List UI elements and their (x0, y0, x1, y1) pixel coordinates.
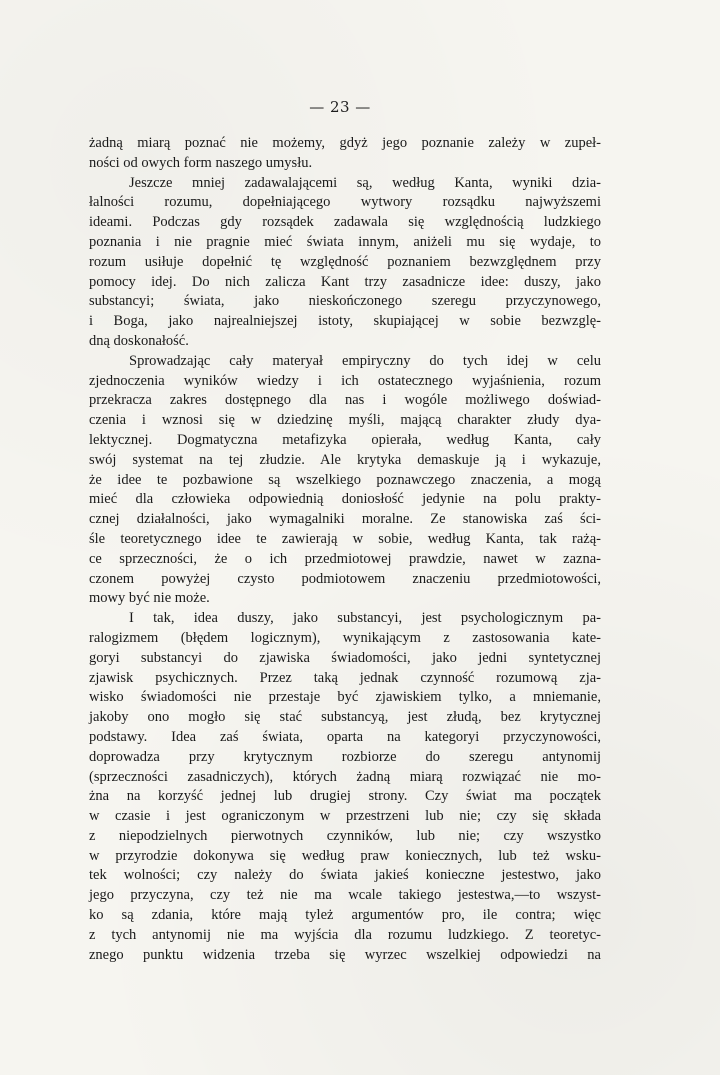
text-line: jakoby ono mogło się stać substancyą, jest złudą, bez krytycznej (89, 709, 601, 726)
text-line: czenia i wznosi się w dziedzinę myśli, mającą charakter złudy dya- (89, 412, 601, 429)
text-line: z tych antynomij nie ma wyjścia dla rozumu ludzkiego. Z teoretyc- (89, 926, 601, 943)
text-line: lektycznej. Dogmatyczna metafizyka opierała, według Kanta, cały (89, 431, 601, 448)
text-line: dną doskonałość. (89, 332, 189, 349)
text-line: żadną miarą poznać nie możemy, gdyż jego poznanie zależy w zupeł- (89, 135, 601, 151)
text-line: (sprzeczności zasadniczych), których żadną miarą rozwiązać nie mo- (89, 768, 601, 785)
text-line: w przyrodzie dokonywa się według praw koniecznych, lub też wsku- (89, 847, 601, 864)
text-line: zjawisk psychicznych. Przez taką jednak czynność rozumową zja- (89, 669, 601, 686)
text-line: Jeszcze mniej zadawalającemi są, według Kanta, wyniki dzia- (129, 174, 601, 191)
text-line: z niepodzielnych pierwotnych czynników, lub nie; czy wszystko (89, 827, 601, 844)
text-line: przekracza zakres dostępnego dla nas i wogóle możliwego doświad- (89, 392, 601, 409)
text-line: śle teoretycznego idee te zawierają w sobie, według Kanta, tak rażą- (89, 530, 601, 547)
text-line: zjednoczenia wyników wiedzy i ich ostatecznego wyjaśnienia, rozum (89, 372, 601, 389)
text-line: w czasie i jest ograniczonym w przestrzeni lub nie; czy się składa (89, 808, 601, 825)
text-line: znego punktu widzenia trzeba się wyrzec wszelkiej odpowiedzi na (89, 946, 601, 963)
text-line: że idee te pozbawione są wszelkiego poznawczego znaczenia, a mogą (89, 471, 601, 488)
text-line: Sprowadzając cały materyał empiryczny do tych idej w celu (129, 352, 601, 369)
text-line: czonem powyżej czysto podmiotowem znaczeniu przedmiotowości, (89, 570, 601, 587)
text-line: łalności rozumu, dopełniającego wytwory rozsądku najwyższemi (89, 194, 601, 211)
text-line: i Boga, jako najrealniejszej istoty, skupiającej w sobie bezwzglę- (89, 313, 601, 330)
text-line: mieć dla człowieka odpowiednią doniosłość jedynie na polu prakty- (89, 491, 601, 508)
text-line: I tak, idea duszy, jako substancyi, jest psychologicznym pa- (129, 610, 601, 627)
text-line: swój systemat na tej złudzie. Ale krytyka demaskuje ją i wykazuje, (89, 451, 601, 468)
text-line: cznej działalności, jako wymagalniki moralne. Ze stanowiska zaś ści- (89, 511, 601, 528)
text-line: poznania i nie pragnie mieć świata innym, aniżeli mu się wydaje, to (89, 233, 601, 250)
text-line: mowy być nie może. (89, 590, 210, 607)
text-line: substancyi; świata, jako nieskończonego szeregu przyczynowego, (89, 293, 601, 310)
text-line: żna na korzyść jednej lub drugiej strony. Czy świat ma początek (89, 788, 601, 805)
text-line: rozum usiłuje dopełnić tę względność poznaniem bezwzględnem przy (89, 253, 601, 270)
text-line: wisko świadomości nie przestaje być zjawiskiem tylko, a mniemanie, (89, 689, 601, 706)
text-line: jego przyczyna, czy też nie ma wcale takiego jestestwa,—to wszyst- (89, 887, 601, 904)
text-line: ideami. Podczas gdy rozsądek zadawala się względnością ludzkiego (89, 214, 601, 231)
text-line: podstawy. Idea zaś świata, oparta na kategoryi przyczynowości, (89, 728, 601, 745)
text-line: goryi substancyi do zjawiska świadomości, jako jedni syntetycznej (89, 649, 601, 666)
text-line: ko są zdania, które mają tyleż argumentów pro, ile contra; więc (89, 907, 601, 924)
text-line: ności od owych form naszego umysłu. (89, 154, 313, 171)
text-line: ce sprzeczności, że o ich przedmiotowej prawdzie, nawet w zazna- (89, 550, 601, 567)
text-line: tek wolności; czy należy do świata jakieś konieczne jestestwo, jako (89, 867, 601, 884)
text-line: doprowadza przy krytycznym rozbiorze do szeregu antynomij (89, 748, 601, 765)
page-number: — 23 — (309, 98, 371, 116)
text-line: ralogizmem (błędem logicznym), wynikającym z zastosowania kate- (89, 629, 601, 646)
body-text (89, 134, 601, 965)
text-line: pomocy idej. Do nich zalicza Kant trzy zasadnicze idee: duszy, jako (89, 273, 601, 290)
